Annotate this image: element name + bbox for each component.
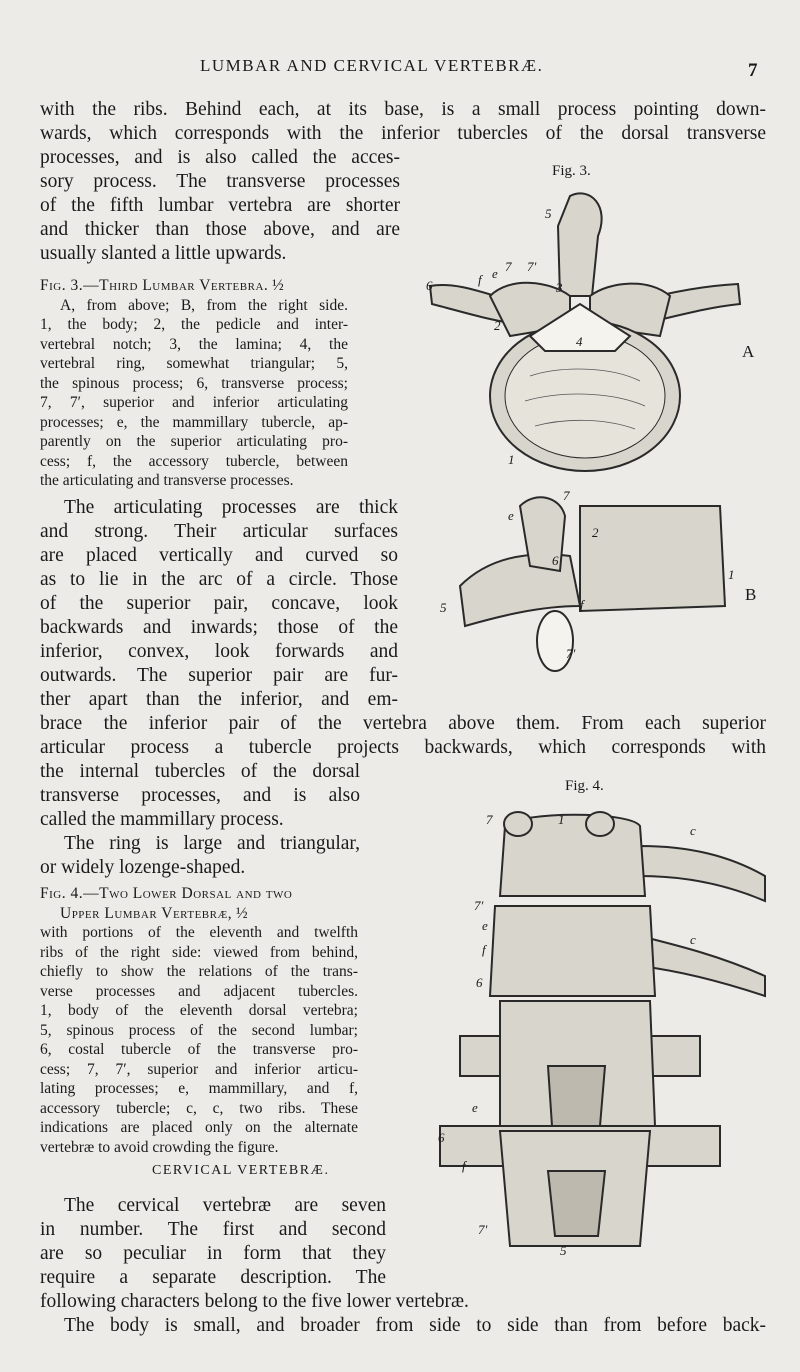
paragraph-ring <box>40 832 360 880</box>
text-line: the internal tubercles of the dorsal <box>40 761 360 782</box>
text-line: sory process. The transverse processes <box>40 171 400 192</box>
caption-line: vertebral ring, somewhat triangular; 5, <box>40 355 348 372</box>
text-line: ther apart than the inferior, and em- <box>40 689 398 710</box>
fig4-num-e2: e <box>472 1100 478 1115</box>
fig4-caption-title: Fig. 4.—Two Lower Dorsal and two <box>40 885 293 902</box>
caption-line: processes; e, the mammillary tubercle, ap- <box>40 413 348 431</box>
caption-line: 1, the body; 2, the pedicle and inter- <box>40 316 348 333</box>
fig3-num-7b: 7 <box>563 488 570 503</box>
text-line: The body is small, and broader from side to side than from before back- <box>64 1315 766 1336</box>
spinous-process <box>558 193 602 296</box>
caption-line: A, from above; B, from the right side. <box>60 296 348 314</box>
fig4-num-5: 5 <box>560 1243 567 1258</box>
caption-line: chiefly to show the relations of the trans- <box>40 963 358 980</box>
fig3-num-eb: e <box>508 508 514 523</box>
fig3-view-b: B <box>745 585 757 604</box>
fig3-num-5: 5 <box>545 206 552 221</box>
fig4-num-c: c <box>690 823 696 838</box>
fig3-view-a: A <box>742 342 755 361</box>
caption-line: cess; 7, 7′, superior and inferior articu- <box>40 1060 358 1078</box>
fig4-num-f: f <box>482 942 486 957</box>
fig4-num-f2: f <box>462 1158 466 1173</box>
caption-line: the articulating and transverse processes. <box>40 472 294 489</box>
fig4-num-1: 1 <box>558 812 565 827</box>
caption-line: verse processes and adjacent tubercles. <box>40 982 358 1000</box>
cervical-heading: CERVICAL VERTEBRÆ. <box>152 1163 330 1178</box>
text-line: wards, which corresponds with the inferior tubercles of the dorsal transverse <box>40 123 766 144</box>
fig4-caption <box>40 884 358 1157</box>
text-line: are so peculiar in form that they <box>40 1243 386 1264</box>
fig4-label: Fig. 4. <box>565 778 604 794</box>
text-line: The ring is large and triangular, <box>64 833 360 854</box>
text-line: with the ribs. Behind each, at its base, is a small process pointing down- <box>40 99 766 120</box>
page-number: 7 <box>748 60 758 81</box>
spinous-process-lower <box>548 1171 605 1236</box>
fig4-num-6b: 6 <box>438 1130 445 1145</box>
text-line: are placed vertically and curved so <box>40 545 398 566</box>
fig3-num-2b: 2 <box>592 525 599 540</box>
fig3-num-1b: 1 <box>728 567 735 582</box>
caption-line: the spinous process; 6, transverse process; <box>40 374 348 392</box>
text-line: or widely lozenge-shaped. <box>40 857 246 878</box>
fig3-num-fb: f <box>580 597 584 612</box>
fig3-num-7primeb: 7′ <box>566 646 576 661</box>
fig3-caption-scale: ½ <box>272 277 284 294</box>
fig3-num-7prime: 7′ <box>527 259 537 274</box>
caption-line: vertebral notch; 3, the lamina; 4, the <box>40 335 348 353</box>
body-surface <box>505 334 665 458</box>
fig4-num-7prime: 7′ <box>474 898 484 913</box>
text-line: processes, and is also called the acces- <box>40 147 400 168</box>
text-line: outwards. The superior pair are fur- <box>40 665 398 686</box>
paragraph-cervical-full <box>40 1290 766 1338</box>
fig4-num-7prime2: 7′ <box>478 1222 488 1237</box>
fig3-num-4: 4 <box>576 334 583 349</box>
spinous-process-upper <box>548 1066 605 1126</box>
paragraph-articulating-full <box>40 712 766 760</box>
paragraph-articulating-column <box>40 760 360 832</box>
text-line: of the superior pair, concave, look <box>40 593 398 614</box>
text-line: inferior, convex, look forwards and <box>40 641 398 662</box>
fig3-num-2: 2 <box>494 318 501 333</box>
paragraph-articulating <box>40 496 398 712</box>
fig3-num-1: 1 <box>508 452 515 467</box>
rib-lower <box>640 936 765 996</box>
articular-process-left <box>504 812 532 836</box>
text-line: transverse processes, and is also <box>40 785 360 806</box>
fig3-num-f: f <box>478 272 482 287</box>
fig3-num-6b: 6 <box>552 553 559 568</box>
caption-line: 6, costal tubercle of the transverse pro- <box>40 1041 358 1058</box>
fig4-num-e: e <box>482 918 488 933</box>
caption-line: 7, 7′, superior and inferior articulating <box>40 394 348 411</box>
text-line: usually slanted a little upwards. <box>40 243 287 264</box>
fig4-illustration <box>430 806 770 1256</box>
fig4-num-7: 7 <box>486 812 493 827</box>
text-line: in number. The first and second <box>40 1219 386 1240</box>
fig3-label: Fig. 3. <box>552 163 591 179</box>
caption-line: indications are placed only on the alternate <box>40 1119 358 1136</box>
fig3-num-e: e <box>492 266 498 281</box>
fig4-num-c2: c <box>690 932 696 947</box>
text-line: following characters belong to the five lower vertebræ. <box>40 1291 469 1312</box>
fig4-caption-scale: ½ <box>236 904 248 922</box>
text-line: as to lie in the arc of a circle. Those <box>40 569 398 590</box>
running-head: LUMBAR AND CERVICAL VERTEBRÆ. <box>200 56 544 75</box>
caption-line: cess; f, the accessory tubercle, between <box>40 452 348 470</box>
text-line: and thicker than those above, and are <box>40 219 400 240</box>
text-line: articular process a tubercle projects backwards, which corresponds with <box>40 737 766 758</box>
paragraph-top <box>40 98 766 146</box>
caption-line: parently on the superior articulating pro- <box>40 433 348 450</box>
vertebra-dorsal-lower <box>490 906 655 996</box>
text-line: of the fifth lumbar vertebra are shorter <box>40 195 400 216</box>
fig3-caption-title: Fig. 3.—Third Lumbar Vertebra. <box>40 277 269 294</box>
text-line: and strong. Their articular surfaces <box>40 521 398 542</box>
text-line: The cervical vertebræ are seven <box>64 1195 386 1216</box>
fig3-num-5b: 5 <box>440 600 447 615</box>
fig3-num-6: 6 <box>426 278 433 293</box>
caption-line: lating processes; e, mammillary, and f, <box>40 1080 358 1097</box>
text-line: called the mammillary process. <box>40 809 284 830</box>
fig4-num-6: 6 <box>476 975 483 990</box>
caption-line: with portions of the eleventh and twelfth <box>40 924 358 941</box>
fig3-num-7: 7 <box>505 259 512 274</box>
rib-upper <box>640 846 765 901</box>
articular-process-right <box>586 812 614 836</box>
text-line: backwards and inwards; those of the <box>40 617 398 638</box>
caption-line: ribs of the right side: viewed from behind, <box>40 943 358 961</box>
vertebral-body-side <box>580 506 725 611</box>
caption-line: accessory tubercle; c, c, two ribs. These <box>40 1099 358 1117</box>
fig3-caption <box>40 276 348 491</box>
caption-line: 5, spinous process of the second lumbar; <box>40 1021 358 1039</box>
text-line: The articulating processes are thick <box>64 497 398 518</box>
caption-line: 1, body of the eleventh dorsal vertebra; <box>40 1002 358 1019</box>
fig3-num-3: 3 <box>556 280 563 295</box>
text-line: brace the inferior pair of the vertebra above them. From each superior <box>40 713 766 734</box>
paragraph-cervical <box>40 1194 386 1290</box>
text-line: require a separate description. The <box>40 1267 386 1288</box>
caption-line: vertebræ to avoid crowding the figure. <box>40 1138 279 1156</box>
inferior-articular-process <box>537 611 576 671</box>
fig3-illustration <box>420 186 760 686</box>
fig4-caption-title-2: Upper Lumbar Vertebræ, <box>60 904 233 922</box>
paragraph-top-column <box>40 146 400 266</box>
